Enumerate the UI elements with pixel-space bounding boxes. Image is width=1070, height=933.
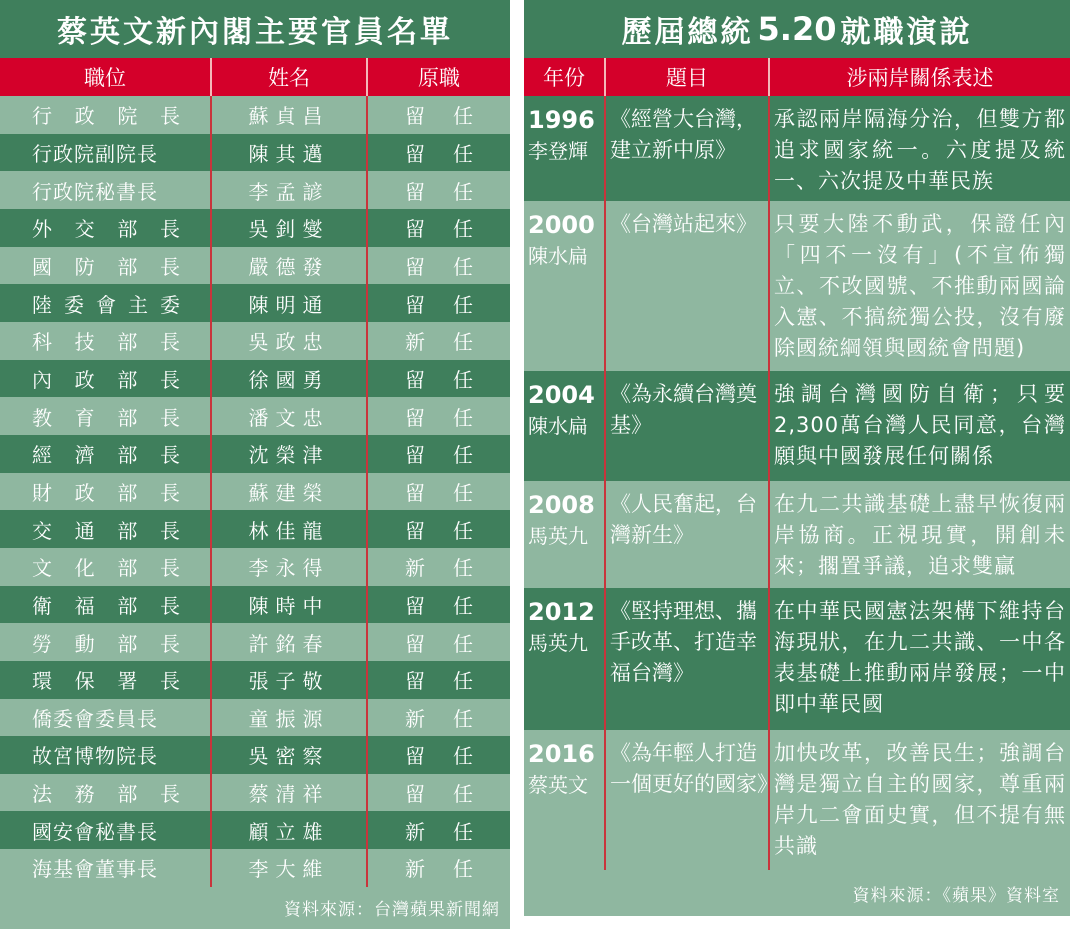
- cabinet-row: [0, 811, 510, 849]
- president-name: 陳水扁: [528, 414, 588, 438]
- position-char: 長: [159, 254, 180, 279]
- position-char: 陸: [32, 292, 52, 317]
- original-post: [368, 473, 510, 511]
- cabinet-row: [0, 623, 510, 661]
- original-post-char: 任: [453, 104, 501, 129]
- cabinet-position: [0, 322, 212, 360]
- official-name: 蘇貞昌: [212, 96, 368, 134]
- cabinet-row: [0, 96, 510, 134]
- position-char: 技: [74, 330, 95, 355]
- original-post-char: 留: [405, 217, 453, 242]
- position-char: 部: [117, 405, 138, 430]
- speech-topic: 《人民奮起，台灣新生》: [606, 481, 770, 588]
- cabinet-position: [0, 397, 212, 435]
- cabinet-position: [0, 699, 212, 737]
- official-name: 陳其邁: [212, 134, 368, 172]
- position-char: 部: [117, 254, 138, 279]
- original-post-char: 留: [405, 480, 453, 505]
- cabinet-row: [0, 134, 510, 172]
- speech-topic: 《為年輕人打造一個更好的國家》: [606, 730, 770, 870]
- president-name: 馬英九: [528, 524, 588, 548]
- position-char: 政: [74, 367, 95, 392]
- left-source-note: 資料來源：台灣蘋果新聞網: [0, 887, 510, 929]
- position-char: 通: [74, 518, 95, 543]
- original-post-char: 留: [405, 254, 453, 279]
- position-char: 部: [117, 593, 138, 618]
- president-name: 李登輝: [528, 139, 588, 163]
- cabinet-row: [0, 171, 510, 209]
- speech-year: 2012: [528, 598, 595, 626]
- position-char: 政: [74, 480, 95, 505]
- position-char: 保: [74, 669, 95, 694]
- original-post: [368, 623, 510, 661]
- original-post: [368, 247, 510, 285]
- speech-year: 2004: [528, 381, 595, 409]
- original-post: [368, 284, 510, 322]
- position-char: 長: [159, 669, 180, 694]
- title-prefix: 歷屆總統: [621, 15, 754, 50]
- original-post: [368, 849, 510, 887]
- position-char: 動: [74, 631, 95, 656]
- position-char: 海基會董事長: [32, 857, 158, 882]
- header-topic: 題目: [606, 58, 770, 96]
- cabinet-row: [0, 510, 510, 548]
- original-post-char: 留: [405, 669, 453, 694]
- speech-year-cell: [524, 481, 606, 588]
- position-char: 化: [74, 556, 95, 581]
- position-char: 防: [74, 254, 95, 279]
- original-post-char: 任: [453, 292, 501, 317]
- cabinet-table-header: [0, 58, 510, 96]
- original-post: [368, 360, 510, 398]
- position-char: 部: [117, 217, 138, 242]
- speech-row: [524, 96, 1070, 201]
- original-post: [368, 322, 510, 360]
- position-char: 環: [32, 669, 52, 694]
- original-post-char: 留: [405, 292, 453, 317]
- position-char: 部: [117, 443, 138, 468]
- position-char: 經: [32, 443, 52, 468]
- position-char: 科: [32, 330, 52, 355]
- official-name: 李孟諺: [212, 171, 368, 209]
- original-post-char: 任: [453, 443, 501, 468]
- header-year: 年份: [524, 58, 606, 96]
- speech-row: [524, 201, 1070, 371]
- position-char: 會: [96, 292, 116, 317]
- original-post-char: 留: [405, 631, 453, 656]
- speech-year: 1996: [528, 106, 595, 134]
- cabinet-position: [0, 548, 212, 586]
- original-post-char: 留: [405, 593, 453, 618]
- speech-year-cell: [524, 730, 606, 870]
- position-char: 長: [159, 631, 180, 656]
- position-char: 長: [159, 480, 180, 505]
- cabinet-row: [0, 586, 510, 624]
- original-post-char: 留: [405, 104, 453, 129]
- original-post-char: 任: [453, 706, 501, 731]
- cabinet-row: [0, 548, 510, 586]
- official-name: 童振源: [212, 699, 368, 737]
- position-char: 務: [74, 782, 95, 807]
- original-post-char: 新: [405, 706, 453, 731]
- speech-row: [524, 481, 1070, 588]
- cabinet-position: [0, 774, 212, 812]
- original-post-char: 任: [453, 179, 501, 204]
- original-post-char: 留: [405, 405, 453, 430]
- position-char: 法: [32, 782, 52, 807]
- position-char: 部: [117, 631, 138, 656]
- speech-topic: 《台灣站起來》: [606, 201, 770, 371]
- position-char: 交: [32, 518, 52, 543]
- speech-row: [524, 371, 1070, 481]
- official-name: 嚴德發: [212, 247, 368, 285]
- original-post: [368, 435, 510, 473]
- cabinet-position: [0, 171, 212, 209]
- speech-year: 2000: [528, 211, 595, 239]
- position-char: 委: [64, 292, 84, 317]
- cross-strait-statement: 在九二共識基礎上盡早恢復兩岸協商。正視現實，開創未來；擱置爭議，追求雙贏: [774, 492, 1066, 578]
- original-post-char: 留: [405, 141, 453, 166]
- president-name: 馬英九: [528, 631, 588, 655]
- official-name: 吳密察: [212, 736, 368, 774]
- original-post-char: 新: [405, 857, 453, 882]
- official-name: 陳明通: [212, 284, 368, 322]
- original-post-char: 任: [453, 367, 501, 392]
- president-name: 陳水扁: [528, 244, 588, 268]
- speech-year-cell: [524, 588, 606, 730]
- original-post: [368, 699, 510, 737]
- cabinet-row: [0, 360, 510, 398]
- position-char: 長: [159, 556, 180, 581]
- position-char: 僑委會委員長: [32, 706, 158, 731]
- cross-strait-statement: 承認兩岸隔海分治，但雙方都追求國家統一。六度提及統一、六次提及中華民族: [774, 107, 1066, 193]
- original-post-char: 任: [453, 593, 501, 618]
- cross-strait-statement: 只要大陸不動武，保證任內「四不一沒有」(不宣佈獨立、不改國號、不推動兩國論入憲、不搞統獨公投，沒有廢除國統綱領與國統會問題): [774, 212, 1066, 360]
- original-post: [368, 397, 510, 435]
- speech-panel-title: [524, 0, 1070, 58]
- official-name: 徐國勇: [212, 360, 368, 398]
- official-name: 李永得: [212, 548, 368, 586]
- cross-strait-statement: 強調台灣國防自衛；只要2,300萬台灣人民同意，台灣願與中國發展任何關係: [774, 382, 1066, 468]
- position-char: 部: [117, 556, 138, 581]
- position-char: 衛: [32, 593, 52, 618]
- speech-year: 2016: [528, 740, 595, 768]
- cabinet-position: [0, 96, 212, 134]
- cabinet-list-panel: [0, 0, 510, 927]
- original-post-char: 留: [405, 782, 453, 807]
- cabinet-row: [0, 473, 510, 511]
- original-post-char: 任: [453, 782, 501, 807]
- original-post-char: 留: [405, 518, 453, 543]
- original-post-char: 任: [453, 480, 501, 505]
- speech-year-cell: [524, 371, 606, 481]
- cabinet-row: [0, 736, 510, 774]
- original-post-char: 留: [405, 443, 453, 468]
- position-char: 外: [32, 217, 52, 242]
- original-post: [368, 209, 510, 247]
- cabinet-row: [0, 322, 510, 360]
- original-post: [368, 811, 510, 849]
- position-char: 部: [117, 518, 138, 543]
- original-post: [368, 134, 510, 172]
- official-name: 許銘春: [212, 623, 368, 661]
- original-post-char: 任: [453, 405, 501, 430]
- position-char: 財: [32, 480, 52, 505]
- cabinet-list-title: 蔡英文新內閣主要官員名單: [0, 0, 510, 58]
- speech-year: 2008: [528, 491, 595, 519]
- official-name: 潘文忠: [212, 397, 368, 435]
- position-char: 主: [128, 292, 148, 317]
- cross-strait-statement: 在中華民國憲法架構下維持台海現狀，在九二共識、一中各表基礎上推動兩岸發展；一中即中華民國: [774, 599, 1066, 716]
- official-name: 林佳龍: [212, 510, 368, 548]
- official-name: 吳政忠: [212, 322, 368, 360]
- original-post-char: 任: [453, 330, 501, 355]
- official-name: 李大維: [212, 849, 368, 887]
- original-post-char: 任: [453, 631, 501, 656]
- original-post-char: 任: [453, 141, 501, 166]
- cabinet-row: [0, 774, 510, 812]
- cabinet-position: [0, 360, 212, 398]
- original-post-char: 任: [453, 744, 501, 769]
- original-post: [368, 510, 510, 548]
- original-post: [368, 96, 510, 134]
- original-post-char: 任: [453, 819, 501, 844]
- cabinet-row: [0, 661, 510, 699]
- position-char: 院: [117, 104, 138, 129]
- official-name: 顧立雄: [212, 811, 368, 849]
- official-name: 沈榮津: [212, 435, 368, 473]
- cabinet-table-body: [0, 96, 510, 887]
- original-post-char: 留: [405, 367, 453, 392]
- original-post: [368, 171, 510, 209]
- header-name: 姓名: [212, 58, 368, 96]
- original-post: [368, 586, 510, 624]
- position-char: 行: [32, 104, 52, 129]
- cabinet-row: [0, 435, 510, 473]
- position-char: 長: [159, 405, 180, 430]
- cabinet-row: [0, 397, 510, 435]
- position-char: 長: [159, 217, 180, 242]
- original-post-char: 留: [405, 744, 453, 769]
- cabinet-row: [0, 849, 510, 887]
- original-post: [368, 774, 510, 812]
- original-post-char: 任: [453, 254, 501, 279]
- cabinet-position: [0, 284, 212, 322]
- official-name: 蘇建榮: [212, 473, 368, 511]
- position-char: 長: [159, 367, 180, 392]
- position-char: 部: [117, 330, 138, 355]
- position-char: 故宮博物院長: [32, 744, 158, 769]
- position-char: 部: [117, 367, 138, 392]
- original-post-char: 任: [453, 217, 501, 242]
- position-char: 部: [117, 480, 138, 505]
- speech-table-body: [524, 96, 1070, 870]
- position-char: 福: [74, 593, 95, 618]
- position-char: 委: [160, 292, 180, 317]
- speech-year-cell: [524, 96, 606, 201]
- cabinet-position: [0, 473, 212, 511]
- speech-topic: 《堅持理想、攜手改革、打造幸福台灣》: [606, 588, 770, 730]
- cabinet-row: [0, 247, 510, 285]
- position-char: 育: [74, 405, 95, 430]
- header-position: 職位: [0, 58, 212, 96]
- original-post-char: 任: [453, 669, 501, 694]
- original-post: [368, 736, 510, 774]
- official-name: 陳時中: [212, 586, 368, 624]
- cabinet-position: [0, 849, 212, 887]
- cabinet-row: [0, 209, 510, 247]
- cabinet-position: [0, 586, 212, 624]
- original-post-char: 新: [405, 819, 453, 844]
- position-char: 長: [159, 104, 180, 129]
- speech-topic: 《為永續台灣奠基》: [606, 371, 770, 481]
- cabinet-position: [0, 209, 212, 247]
- cross-strait-statement: 加快改革，改善民生；強調台灣是獨立自主的國家，尊重兩岸九二會面史實，但不提有無共識: [774, 741, 1066, 858]
- position-char: 長: [159, 518, 180, 543]
- cabinet-position: [0, 134, 212, 172]
- cabinet-position: [0, 811, 212, 849]
- position-char: 教: [32, 405, 52, 430]
- position-char: 勞: [32, 631, 52, 656]
- official-name: 吳釗燮: [212, 209, 368, 247]
- speech-row: [524, 730, 1070, 870]
- original-post: [368, 661, 510, 699]
- cabinet-position: [0, 247, 212, 285]
- position-char: 國安會秘書長: [32, 819, 158, 844]
- position-char: 長: [159, 782, 180, 807]
- cabinet-position: [0, 736, 212, 774]
- position-char: 國: [32, 254, 52, 279]
- position-char: 部: [117, 782, 138, 807]
- original-post-char: 留: [405, 179, 453, 204]
- speech-row: [524, 588, 1070, 730]
- position-char: 長: [159, 330, 180, 355]
- original-post-char: 任: [453, 556, 501, 581]
- original-post: [368, 548, 510, 586]
- cabinet-row: [0, 284, 510, 322]
- inaugural-speech-panel: [524, 0, 1070, 927]
- speech-topic: 《經營大台灣，建立新中原》: [606, 96, 770, 201]
- title-date: 5.20: [757, 10, 837, 48]
- position-char: 署: [117, 669, 138, 694]
- position-char: 濟: [74, 443, 95, 468]
- header-cross-strait: 涉兩岸關係表述: [846, 66, 994, 90]
- speech-year-cell: [524, 201, 606, 371]
- speech-table-header: [524, 58, 1070, 96]
- cabinet-position: [0, 661, 212, 699]
- cabinet-position: [0, 510, 212, 548]
- position-char: 行政院副院長: [32, 141, 158, 166]
- position-char: 行政院秘書長: [32, 179, 158, 204]
- official-name: 蔡清祥: [212, 774, 368, 812]
- cabinet-position: [0, 623, 212, 661]
- position-char: 文: [32, 556, 52, 581]
- original-post-char: 任: [453, 518, 501, 543]
- cabinet-row: [0, 699, 510, 737]
- position-char: 內: [32, 367, 52, 392]
- header-original-post: 原職: [418, 66, 460, 90]
- president-name: 蔡英文: [528, 773, 588, 797]
- title-suffix: 就職演說: [840, 15, 973, 50]
- original-post-char: 任: [453, 857, 501, 882]
- position-char: 政: [74, 104, 95, 129]
- position-char: 交: [74, 217, 95, 242]
- cabinet-position: [0, 435, 212, 473]
- position-char: 長: [159, 443, 180, 468]
- official-name: 張子敬: [212, 661, 368, 699]
- original-post-char: 新: [405, 556, 453, 581]
- position-char: 長: [159, 593, 180, 618]
- right-source-note: 資料來源：《蘋果》資料室: [524, 870, 1070, 916]
- original-post-char: 新: [405, 330, 453, 355]
